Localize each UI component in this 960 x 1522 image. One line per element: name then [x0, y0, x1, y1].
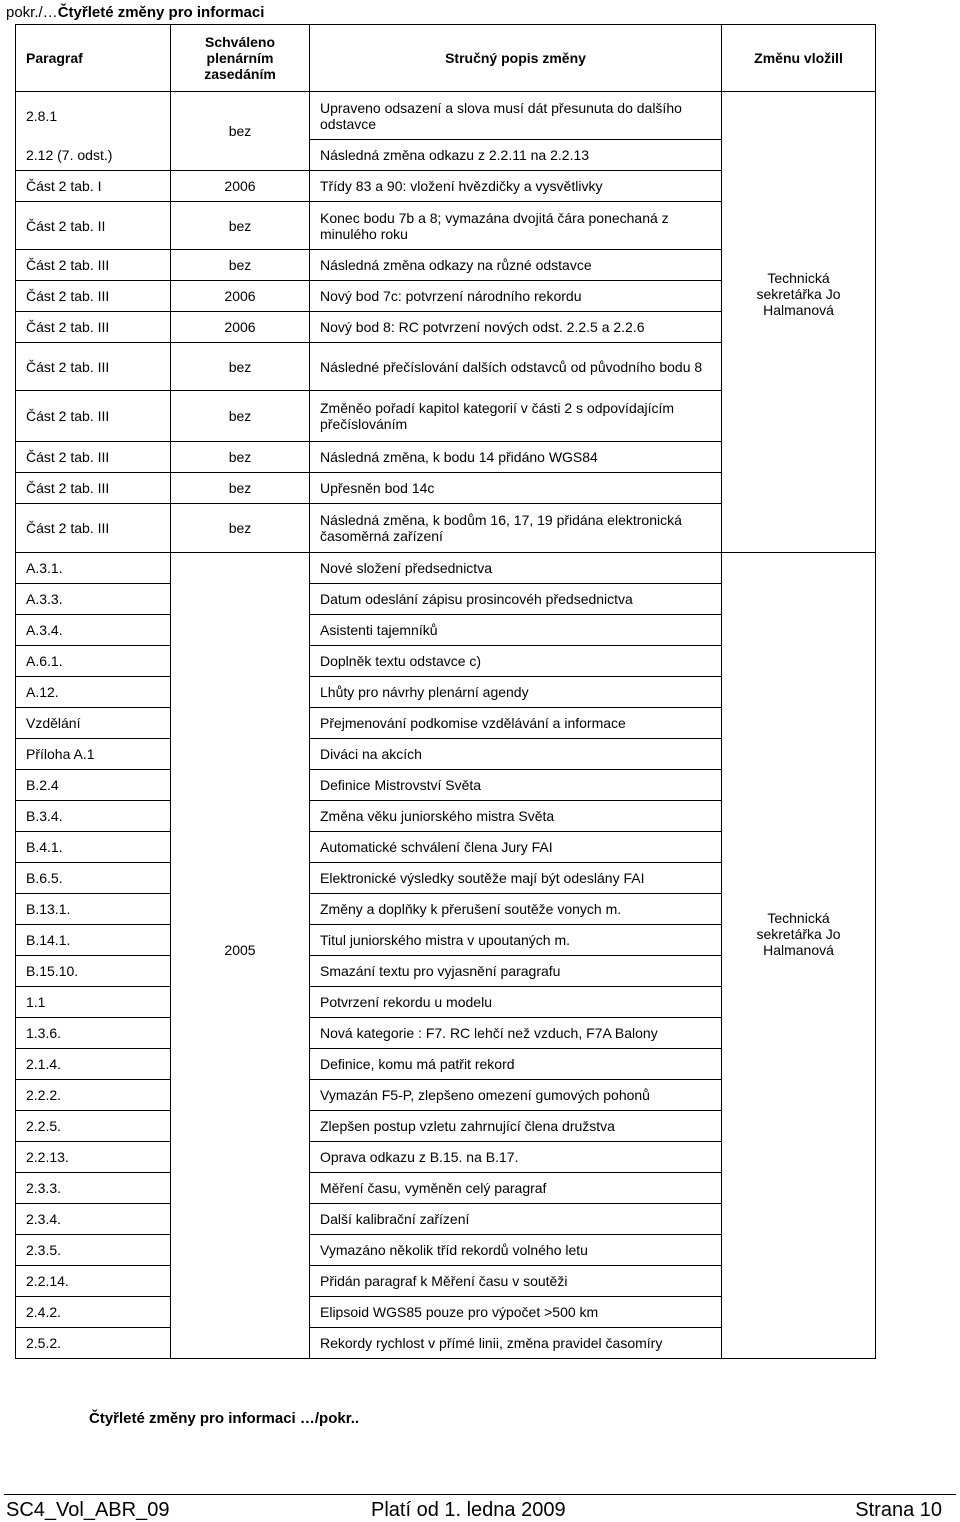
- cell-paragraf: Část 2 tab. III: [16, 312, 171, 343]
- cell-popis: Asistenti tajemníků: [310, 615, 722, 646]
- cell-popis: Přejmenování podkomise vzdělávání a informace: [310, 708, 722, 739]
- cell-paragraf: 2.12 (7. odst.): [16, 140, 171, 171]
- cell-paragraf: 2.1.4.: [16, 1049, 171, 1080]
- author-text-2: Technická sekretářka Jo Halmanová: [756, 909, 841, 958]
- cell-paragraf: A.6.1.: [16, 646, 171, 677]
- cell-paragraf: 2.8.1: [16, 92, 171, 140]
- cell-paragraf: 2.3.4.: [16, 1204, 171, 1235]
- cell-popis: Upraveno odsazení a slova musí dát přesunuta do dalšího odstavce: [310, 92, 722, 140]
- cell-popis: Potvrzení rekordu u modelu: [310, 987, 722, 1018]
- approved-year: 2005: [224, 941, 256, 958]
- cell-paragraf: 2.3.3.: [16, 1173, 171, 1204]
- cell-paragraf: Příloha A.1: [16, 739, 171, 770]
- cell-paragraf: 2.5.2.: [16, 1328, 171, 1359]
- cell-paragraf: B.3.4.: [16, 801, 171, 832]
- cell-paragraf: 2.2.13.: [16, 1142, 171, 1173]
- cell-popis: Přidán paragraf k Měření času v soutěži: [310, 1266, 722, 1297]
- cell-paragraf: B.2.4: [16, 770, 171, 801]
- col-header-popis: Stručný popis změny: [310, 25, 722, 92]
- cell-author-1: [722, 92, 876, 553]
- footer-note: Čtyřleté změny pro informaci …/pokr..: [89, 1410, 360, 1427]
- cell-paragraf: 2.2.5.: [16, 1111, 171, 1142]
- cell-paragraf: 2.4.2.: [16, 1297, 171, 1328]
- cell-popis: Nový bod 7c: potvrzení národního rekordu: [310, 281, 722, 312]
- cell-popis: Následná změna odkazu z 2.2.11 na 2.2.13: [310, 140, 722, 171]
- cell-popis: Změněo pořadí kapitol kategorií v části 2 s odpovídajícím přečíslováním: [310, 391, 722, 442]
- cell-popis: Třídy 83 a 90: vložení hvězdičky a vysvětlivky: [310, 171, 722, 202]
- cell-popis: Diváci na akcích: [310, 739, 722, 770]
- cell-paragraf: Část 2 tab. I: [16, 171, 171, 202]
- cell-schvaleno: bez: [171, 473, 310, 504]
- cell-paragraf: Část 2 tab. III: [16, 281, 171, 312]
- cell-paragraf: B.15.10.: [16, 956, 171, 987]
- cell-paragraf: A.3.1.: [16, 553, 171, 584]
- cell-schvaleno: 2006: [171, 281, 310, 312]
- changes-table: [15, 24, 876, 1359]
- cell-paragraf: Část 2 tab. III: [16, 473, 171, 504]
- cell-popis: Následná změna odkazy na různé odstavce: [310, 250, 722, 281]
- cell-paragraf: B.6.5.: [16, 863, 171, 894]
- cell-popis: Elipsoid WGS85 pouze pro výpočet >500 km: [310, 1297, 722, 1328]
- cell-author-2: [722, 553, 876, 1359]
- cell-popis: Upřesněn bod 14c: [310, 473, 722, 504]
- col-header-paragraf: Paragraf: [16, 25, 171, 92]
- cell-schvaleno: bez: [171, 92, 310, 171]
- cell-popis: Smazání textu pro vyjasnění paragrafu: [310, 956, 722, 987]
- cell-paragraf: B.4.1.: [16, 832, 171, 863]
- cell-popis: Nová kategorie : F7. RC lehčí než vzduch, F7A Balony: [310, 1018, 722, 1049]
- cell-popis: Definice, komu má patřit rekord: [310, 1049, 722, 1080]
- cell-paragraf: 1.3.6.: [16, 1018, 171, 1049]
- cell-paragraf: Část 2 tab. III: [16, 391, 171, 442]
- col-header-vlozil: Změnu vložill: [722, 25, 876, 92]
- cell-popis: Změna věku juniorského mistra Světa: [310, 801, 722, 832]
- cell-popis: Doplněk textu odstavce c): [310, 646, 722, 677]
- cell-paragraf: Část 2 tab. III: [16, 504, 171, 553]
- footer-doc-id: SC4_Vol_ABR_09: [6, 1499, 170, 1521]
- header-prefix: pokr./…: [6, 4, 58, 21]
- cell-schvaleno: 2006: [171, 312, 310, 343]
- cell-popis: Změny a doplňky k přerušení soutěže vonych m.: [310, 894, 722, 925]
- cell-paragraf: Část 2 tab. III: [16, 442, 171, 473]
- footer-validity: Platí od 1. ledna 2009: [371, 1499, 566, 1521]
- cell-paragraf: Část 2 tab. III: [16, 343, 171, 391]
- table-header-row: [16, 25, 876, 92]
- cell-popis: Měření času, vyměněn celý paragraf: [310, 1173, 722, 1204]
- author-text-1: Technická sekretářka Jo Halmanová: [756, 270, 841, 318]
- cell-popis: Další kalibrační zařízení: [310, 1204, 722, 1235]
- cell-paragraf: 1.1: [16, 987, 171, 1018]
- cell-paragraf: 2.2.2.: [16, 1080, 171, 1111]
- cell-paragraf: A.3.3.: [16, 584, 171, 615]
- cell-paragraf: B.14.1.: [16, 925, 171, 956]
- cell-schvaleno-2005: [171, 553, 310, 1359]
- footer-page-number: Strana 10: [855, 1499, 942, 1521]
- cell-schvaleno: 2006: [171, 171, 310, 202]
- cell-paragraf: B.13.1.: [16, 894, 171, 925]
- cell-popis: Titul juniorského mistra v upoutaných m.: [310, 925, 722, 956]
- cell-paragraf: Část 2 tab. II: [16, 202, 171, 250]
- cell-paragraf: A.12.: [16, 677, 171, 708]
- cell-popis: Elektronické výsledky soutěže mají být odeslány FAI: [310, 863, 722, 894]
- cell-schvaleno: bez: [171, 250, 310, 281]
- header-title: Čtyřleté změny pro informaci: [57, 4, 265, 21]
- page-header: [6, 4, 264, 21]
- cell-schvaleno: bez: [171, 391, 310, 442]
- cell-popis: Nový bod 8: RC potvrzení nových odst. 2.2.5 a 2.2.6: [310, 312, 722, 343]
- cell-paragraf: A.3.4.: [16, 615, 171, 646]
- cell-popis: Zlepšen postup vzletu zahrnující člena družstva: [310, 1111, 722, 1142]
- cell-popis: Datum odeslání zápisu prosincovéh předsednictva: [310, 584, 722, 615]
- cell-schvaleno: bez: [171, 202, 310, 250]
- cell-paragraf: Vzdělání: [16, 708, 171, 739]
- cell-popis: Rekordy rychlost v přímé linii, změna pravidel časomíry: [310, 1328, 722, 1359]
- cell-schvaleno: bez: [171, 442, 310, 473]
- col-header-schvaleno: Schváleno plenárním zasedáním: [171, 25, 310, 92]
- cell-schvaleno: bez: [171, 343, 310, 391]
- cell-popis: Následná změna, k bodu 14 přidáno WGS84: [310, 442, 722, 473]
- footer-divider: [4, 1494, 956, 1495]
- cell-paragraf: Část 2 tab. III: [16, 250, 171, 281]
- table-row: [16, 553, 876, 584]
- cell-paragraf: 2.3.5.: [16, 1235, 171, 1266]
- cell-popis: Vymazán F5-P, zlepšeno omezení gumových pohonů: [310, 1080, 722, 1111]
- table-row: [16, 92, 876, 140]
- cell-popis: Následné přečíslování dalších odstavců od původního bodu 8: [310, 343, 722, 391]
- cell-schvaleno: bez: [171, 504, 310, 553]
- cell-paragraf: 2.2.14.: [16, 1266, 171, 1297]
- cell-popis: Definice Mistrovství Světa: [310, 770, 722, 801]
- cell-popis: Následná změna, k bodům 16, 17, 19 přidána elektronická časoměrná zařízení: [310, 504, 722, 553]
- cell-popis: Automatické schválení člena Jury FAI: [310, 832, 722, 863]
- cell-popis: Vymazáno několik tříd rekordů volného letu: [310, 1235, 722, 1266]
- cell-popis: Lhůty pro návrhy plenární agendy: [310, 677, 722, 708]
- cell-popis: Oprava odkazu z B.15. na B.17.: [310, 1142, 722, 1173]
- cell-popis: Nové složení předsednictva: [310, 553, 722, 584]
- cell-popis: Konec bodu 7b a 8; vymazána dvojitá čára ponechaná z minulého roku: [310, 202, 722, 250]
